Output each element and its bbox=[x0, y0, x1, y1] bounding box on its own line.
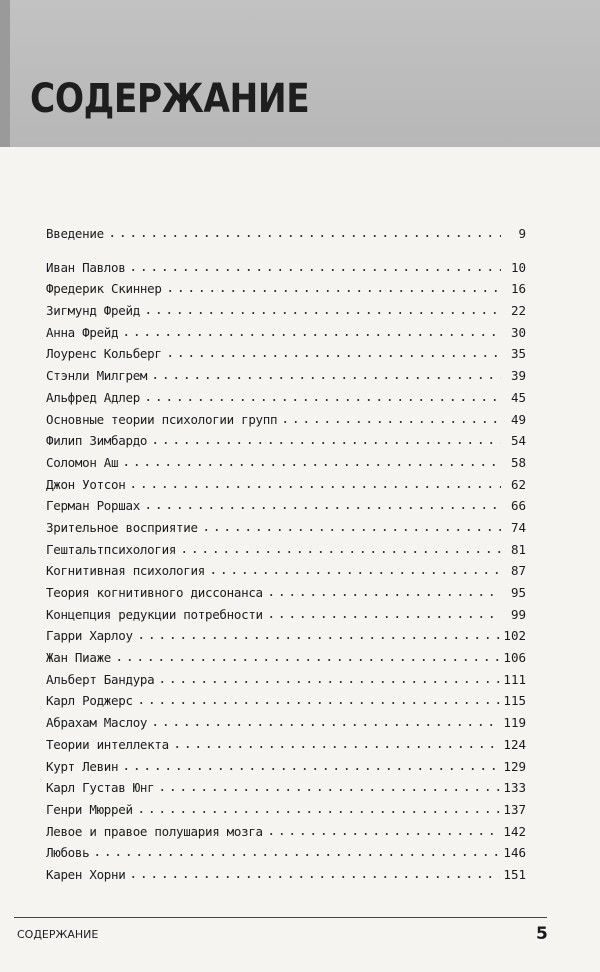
toc-entry-page: 35 bbox=[510, 346, 526, 362]
dot-leader bbox=[201, 529, 501, 531]
toc-entry-page: 142 bbox=[503, 823, 526, 839]
dot-leader bbox=[136, 811, 501, 813]
toc-entry-label: Курт Левин bbox=[46, 758, 119, 774]
toc-entry[interactable] bbox=[46, 802, 526, 824]
toc-entry-label: Гештальтпсихология bbox=[46, 541, 177, 557]
toc-entry-page: 87 bbox=[510, 563, 526, 579]
toc-entry[interactable] bbox=[46, 281, 526, 303]
toc-entry-page: 16 bbox=[510, 281, 526, 297]
toc-entry-page: 146 bbox=[503, 845, 526, 861]
dot-leader bbox=[136, 637, 501, 639]
toc-entry[interactable] bbox=[46, 433, 526, 455]
toc-entry-label: Основные теории психологии групп bbox=[46, 411, 278, 427]
toc-entry[interactable] bbox=[46, 715, 526, 737]
toc-entry-label: Концепция редукции потребности bbox=[46, 606, 263, 622]
toc-entry[interactable] bbox=[46, 260, 526, 282]
dot-leader bbox=[266, 833, 501, 835]
header-band bbox=[0, 0, 600, 147]
toc-entry[interactable] bbox=[46, 520, 526, 542]
toc-entry[interactable] bbox=[46, 585, 526, 607]
toc-entry[interactable] bbox=[46, 759, 526, 781]
toc-entry[interactable] bbox=[46, 325, 526, 347]
toc-entry-page: 10 bbox=[510, 259, 526, 275]
toc-entry-label: Гарри Харлоу bbox=[46, 628, 133, 644]
dot-leader bbox=[121, 768, 500, 770]
dot-leader bbox=[121, 334, 501, 336]
toc-entry-page: 54 bbox=[510, 433, 526, 449]
toc-entry[interactable] bbox=[46, 390, 526, 412]
page-title: СОДЕРЖАНИЕ bbox=[30, 76, 310, 122]
dot-leader bbox=[136, 702, 501, 704]
toc-entry-label: Теория когнитивного диссонанса bbox=[46, 585, 263, 600]
toc-entry-label: Зрительное восприятие bbox=[46, 519, 198, 535]
dot-leader bbox=[165, 290, 501, 292]
toc-entry-label: Стэнли Милгрем bbox=[46, 368, 148, 384]
table-of-contents bbox=[46, 226, 526, 889]
dot-leader bbox=[157, 789, 500, 791]
dot-leader bbox=[150, 724, 500, 726]
toc-entry-page: 111 bbox=[503, 671, 526, 687]
toc-entry-page: 137 bbox=[503, 801, 526, 817]
toc-entry-label: Левое и правое полушария мозга bbox=[46, 823, 263, 839]
dot-leader bbox=[266, 616, 501, 618]
toc-entry[interactable] bbox=[46, 650, 526, 672]
dot-leader bbox=[150, 442, 501, 444]
toc-entry-page: 30 bbox=[510, 324, 526, 340]
dot-leader bbox=[128, 269, 501, 271]
toc-entry-page: 115 bbox=[503, 693, 526, 709]
dot-leader bbox=[179, 551, 501, 553]
toc-entry-page: 99 bbox=[510, 606, 526, 622]
footer-rule bbox=[14, 917, 547, 918]
toc-entry[interactable] bbox=[46, 693, 526, 715]
toc-entry[interactable] bbox=[46, 845, 526, 867]
toc-entry-label: Иван Павлов bbox=[46, 259, 126, 275]
dot-leader bbox=[150, 377, 501, 379]
footer-section-label: СОДЕРЖАНИЕ bbox=[17, 928, 99, 941]
toc-entry-label: Генри Мюррей bbox=[46, 801, 133, 817]
toc-entry-label: Когнитивная психология bbox=[46, 563, 205, 579]
dot-leader bbox=[107, 235, 501, 237]
toc-entry[interactable] bbox=[46, 346, 526, 368]
dot-leader bbox=[92, 854, 500, 856]
toc-entry-page: 119 bbox=[503, 715, 526, 731]
toc-entry-label: Теории интеллекта bbox=[46, 736, 169, 752]
dot-leader bbox=[143, 312, 501, 314]
toc-entry-label: Карл Роджерс bbox=[46, 693, 133, 709]
dot-leader bbox=[280, 421, 501, 423]
dot-leader bbox=[143, 399, 501, 401]
toc-entry[interactable] bbox=[46, 498, 526, 520]
dot-leader bbox=[128, 876, 500, 878]
dot-leader bbox=[121, 464, 501, 466]
toc-entry[interactable] bbox=[46, 542, 526, 564]
toc-entry[interactable] bbox=[46, 412, 526, 434]
toc-entry-page: 129 bbox=[503, 758, 526, 774]
dot-leader bbox=[172, 746, 501, 748]
toc-entry[interactable] bbox=[46, 628, 526, 650]
dot-leader bbox=[114, 659, 500, 661]
toc-entry[interactable] bbox=[46, 737, 526, 759]
toc-entry[interactable] bbox=[46, 672, 526, 694]
dot-leader bbox=[157, 681, 500, 683]
toc-entry-label: Абрахам Маслоу bbox=[46, 715, 148, 731]
toc-entry-list bbox=[46, 260, 526, 889]
toc-entry[interactable] bbox=[46, 455, 526, 477]
toc-entry-page: 133 bbox=[503, 780, 526, 796]
toc-entry-label: Филип Зимбардо bbox=[46, 433, 148, 449]
toc-entry-page: 39 bbox=[510, 368, 526, 384]
toc-entry-page: 45 bbox=[510, 389, 526, 405]
toc-entry-page: 106 bbox=[503, 650, 526, 666]
toc-entry-label: Соломон Аш bbox=[46, 454, 119, 470]
toc-entry-label: Джон Уотсон bbox=[46, 476, 126, 492]
toc-entry-label: Альфред Адлер bbox=[46, 389, 140, 405]
toc-entry-label: Карл Густав Юнг bbox=[46, 780, 155, 796]
toc-entry[interactable] bbox=[46, 867, 526, 889]
toc-entry[interactable] bbox=[46, 563, 526, 585]
toc-entry-page: 9 bbox=[518, 226, 526, 241]
toc-entry[interactable] bbox=[46, 607, 526, 629]
toc-entry-label: Жан Пиаже bbox=[46, 650, 112, 666]
toc-entry-page: 62 bbox=[510, 476, 526, 492]
toc-entry-page: 124 bbox=[503, 736, 526, 752]
toc-entry-label: Фредерик Скиннер bbox=[46, 281, 162, 297]
toc-entry-page: 95 bbox=[510, 585, 526, 600]
toc-entry-label: Карен Хорни bbox=[46, 866, 126, 882]
toc-entry[interactable] bbox=[46, 368, 526, 390]
toc-entry-page: 74 bbox=[510, 519, 526, 535]
toc-entry[interactable] bbox=[46, 303, 526, 325]
toc-entry-page: 102 bbox=[503, 628, 526, 644]
toc-entry-page: 58 bbox=[510, 454, 526, 470]
toc-entry-intro[interactable] bbox=[46, 226, 526, 248]
toc-entry-label: Герман Роршах bbox=[46, 498, 140, 514]
toc-entry-label: Лоуренс Кольберг bbox=[46, 346, 162, 362]
toc-entry-label: Зигмунд Фрейд bbox=[46, 303, 140, 319]
dot-leader bbox=[266, 594, 501, 596]
dot-leader bbox=[208, 572, 501, 574]
dot-leader bbox=[143, 507, 501, 509]
toc-entry[interactable] bbox=[46, 824, 526, 846]
toc-entry[interactable] bbox=[46, 477, 526, 499]
toc-entry-label: Любовь bbox=[46, 845, 90, 861]
toc-entry-page: 151 bbox=[503, 866, 526, 882]
toc-entry-page: 49 bbox=[510, 411, 526, 427]
dot-leader bbox=[165, 355, 501, 357]
toc-entry[interactable] bbox=[46, 780, 526, 802]
toc-entry-label: Введение bbox=[46, 226, 104, 241]
toc-entry-page: 81 bbox=[510, 541, 526, 557]
toc-entry-label: Альберт Бандура bbox=[46, 671, 155, 687]
footer-page-number: 5 bbox=[536, 924, 548, 944]
toc-entry-label: Анна Фрейд bbox=[46, 324, 119, 340]
toc-entry-page: 22 bbox=[510, 303, 526, 319]
toc-entry-page: 66 bbox=[510, 498, 526, 514]
dot-leader bbox=[128, 486, 501, 488]
